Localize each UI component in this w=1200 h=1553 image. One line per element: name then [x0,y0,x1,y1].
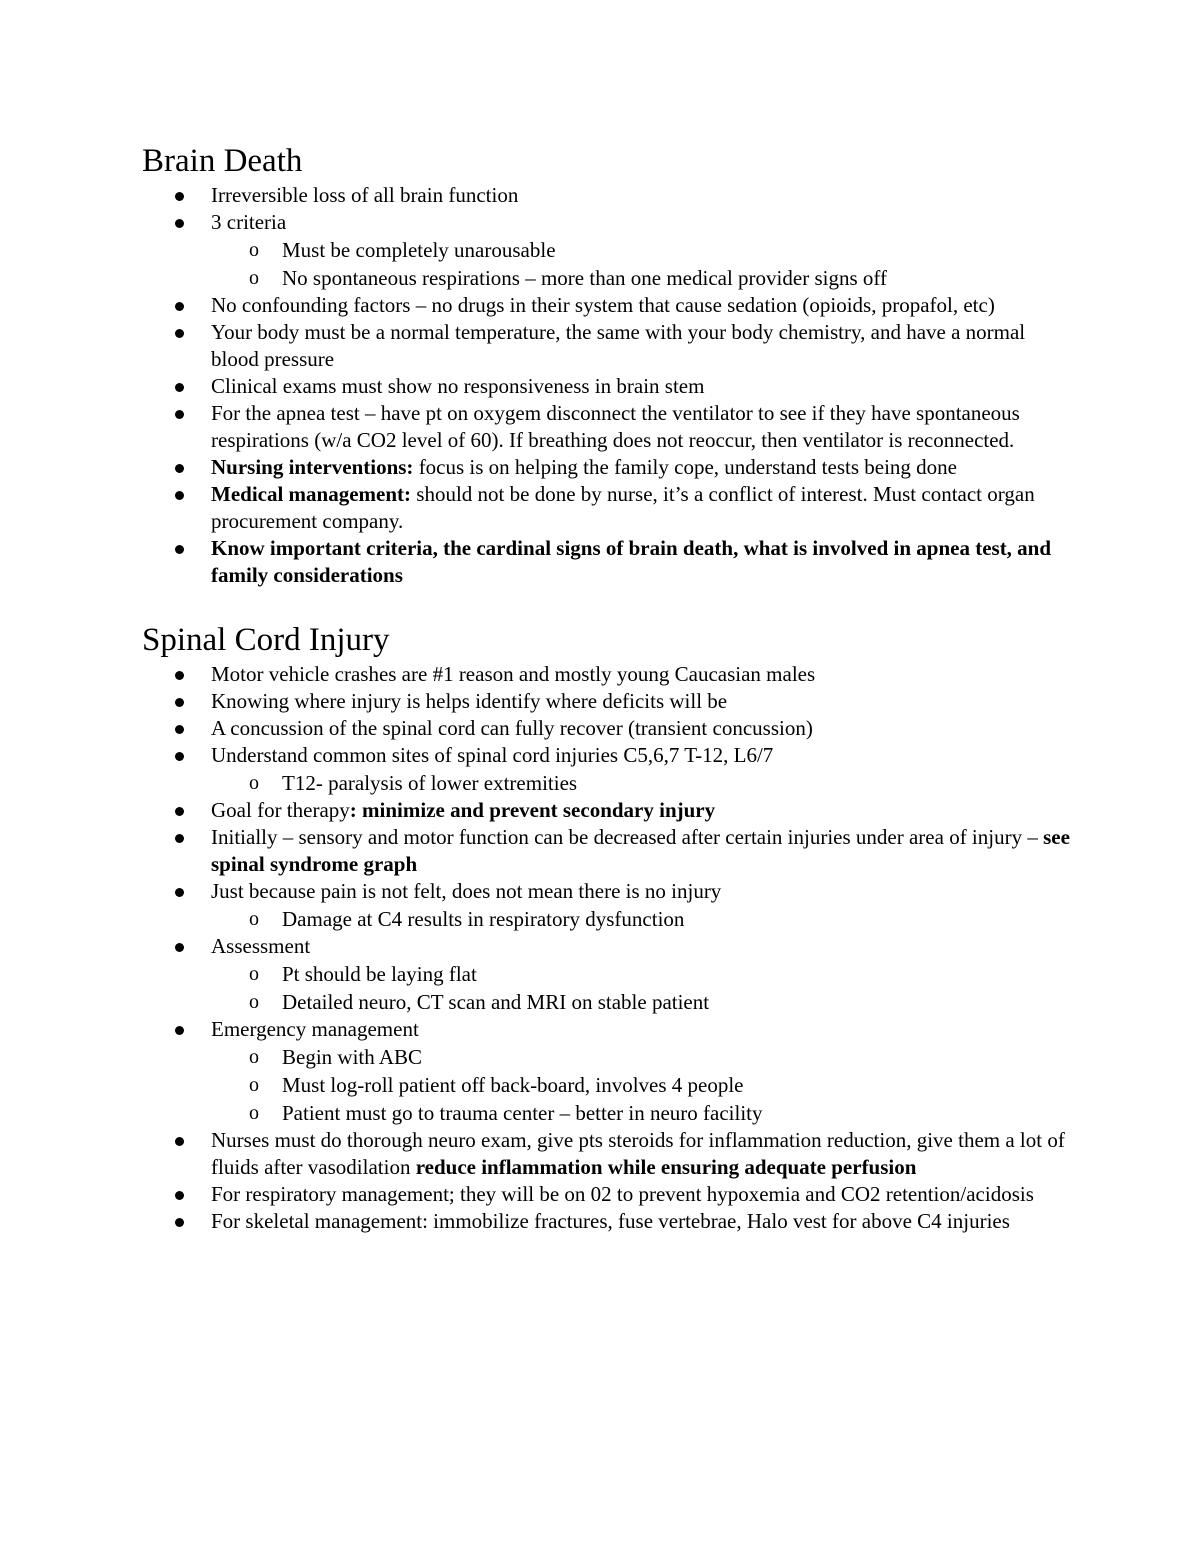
item-text: Assessment [211,934,311,958]
item-text: Motor vehicle crashes are #1 reason and mostly young Caucasian males [211,662,816,686]
sub-list-item [142,1071,1077,1099]
list-item [142,319,1077,373]
sub-bullet-circle-icon: o [249,963,259,985]
list-item [142,1127,1077,1181]
list-item [142,454,1077,481]
bold-text: Medical management: [211,482,412,506]
item-text: Goal for therapy [211,798,350,822]
sub-list-item [142,1099,1077,1127]
sub-item-text: No spontaneous respirations – more than one medical provider signs off [282,266,887,290]
bold-text: see spinal syndrome graph [211,825,1070,876]
list-item [142,535,1077,589]
sub-bullet-circle-icon: o [249,908,259,930]
item-text: Irreversible loss of all brain function [211,183,519,207]
sub-item-text: Must be completely unarousable [282,238,556,262]
sub-item-text: Must log-roll patient off back-board, involves 4 people [282,1073,744,1097]
list-item [142,182,1077,209]
list-item [142,400,1077,454]
list-item [142,292,1077,319]
bullet-dot-icon [175,834,184,843]
list-item [142,878,1077,933]
sub-bullet-circle-icon: o [249,991,259,1013]
list-item [142,824,1077,878]
sub-item-text: Pt should be laying flat [282,962,477,986]
sub-list [211,236,1077,292]
sub-list-item [142,769,1077,797]
list-item [142,1181,1077,1208]
item-text: For the apnea test – have pt on oxygem disconnect the ventilator to see if they have spontaneous respirations (w/a CO2 level of 60). If breathing does not reoccur, then ventilator is reconnected. [211,401,1020,452]
sub-list-item [142,236,1077,264]
item-text: For skeletal management: immobilize fractures, fuse vertebrae, Halo vest for above C4 injuries [211,1209,1010,1233]
bullet-dot-icon [175,329,184,338]
bullet-dot-icon [175,752,184,761]
sub-bullet-circle-icon: o [249,772,259,794]
item-text: A concussion of the spinal cord can fully recover (transient concussion) [211,716,813,740]
section-heading-spinal-cord-injury: Spinal Cord Injury [142,622,390,658]
bullet-dot-icon [175,219,184,228]
spinal-cord-injury-list [142,661,1077,1235]
bold-text: Know important criteria, the cardinal signs of brain death, what is involved in apnea test, and family considerations [211,536,1052,587]
sub-list-item [142,960,1077,988]
item-text: Just because pain is not felt, does not mean there is no injury [211,879,722,903]
item-text: Your body must be a normal temperature, the same with your body chemistry, and have a normal blood pressure [211,320,1026,371]
bullet-dot-icon [175,1191,184,1200]
bullet-dot-icon [175,671,184,680]
bullet-dot-icon [175,1218,184,1227]
brain-death-list [142,182,1077,589]
item-text: For respiratory management; they will be on 02 to prevent hypoxemia and CO2 retention/acidosis [211,1182,1034,1206]
list-item [142,742,1077,797]
item-text: Nurses must do thorough neuro exam, give pts steroids for inflammation reduction, give them a lot of fluids after vasodilation [211,1128,1065,1179]
sub-item-text: T12- paralysis of lower extremities [282,771,578,795]
bullet-dot-icon [175,545,184,554]
sub-list [211,1043,1077,1127]
list-item [142,209,1077,292]
sub-list [211,769,1077,797]
bold-text: : minimize and prevent secondary injury [349,798,716,822]
bullet-dot-icon [175,725,184,734]
sub-list [211,905,1077,933]
list-item [142,688,1077,715]
list-item [142,797,1077,824]
sub-bullet-circle-icon: o [249,239,259,261]
bullet-dot-icon [175,698,184,707]
bullet-dot-icon [175,192,184,201]
item-text: should not be done by nurse, it’s a conflict of interest. Must contact organ procurement company. [211,482,1035,533]
list-item [142,373,1077,400]
item-text: focus is on helping the family cope, understand tests being done [413,455,957,479]
bullet-dot-icon [175,302,184,311]
bullet-dot-icon [175,943,184,952]
list-item [142,1016,1077,1127]
sub-bullet-circle-icon: o [249,1074,259,1096]
section-heading-brain-death: Brain Death [142,143,303,179]
list-item [142,661,1077,688]
bullet-dot-icon [175,1026,184,1035]
item-text: Clinical exams must show no responsiveness in brain stem [211,374,705,398]
bullet-dot-icon [175,410,184,419]
sub-list-item [142,988,1077,1016]
bullet-dot-icon [175,464,184,473]
sub-list-item [142,905,1077,933]
bold-text: reduce inflammation while ensuring adequate perfusion [415,1155,917,1179]
list-item [142,481,1077,535]
list-item [142,933,1077,1016]
sub-item-text: Damage at C4 results in respiratory dysfunction [282,907,685,931]
sub-list-item [142,264,1077,292]
item-text: Initially – sensory and motor function can be decreased after certain injuries under area of injury – [211,825,1044,849]
item-text: Understand common sites of spinal cord injuries C5,6,7 T-12, L6/7 [211,743,774,767]
item-text: Knowing where injury is helps identify where deficits will be [211,689,728,713]
bullet-dot-icon [175,383,184,392]
sub-list [211,960,1077,1016]
list-item [142,1208,1077,1235]
sub-bullet-circle-icon: o [249,1102,259,1124]
item-text: No confounding factors – no drugs in their system that cause sedation (opioids, propafol, etc) [211,293,995,317]
sub-bullet-circle-icon: o [249,1046,259,1068]
bullet-dot-icon [175,491,184,500]
item-text: 3 criteria [211,210,287,234]
bullet-dot-icon [175,807,184,816]
bullet-dot-icon [175,1137,184,1146]
sub-item-text: Patient must go to trauma center – better in neuro facility [282,1101,763,1125]
item-text: Emergency management [211,1017,419,1041]
bullet-dot-icon [175,888,184,897]
document-page [142,140,1077,1235]
sub-bullet-circle-icon: o [249,267,259,289]
list-item [142,715,1077,742]
sub-list-item [142,1043,1077,1071]
bold-text: Nursing interventions: [211,455,414,479]
sub-item-text: Detailed neuro, CT scan and MRI on stable patient [282,990,710,1014]
sub-item-text: Begin with ABC [282,1045,423,1069]
